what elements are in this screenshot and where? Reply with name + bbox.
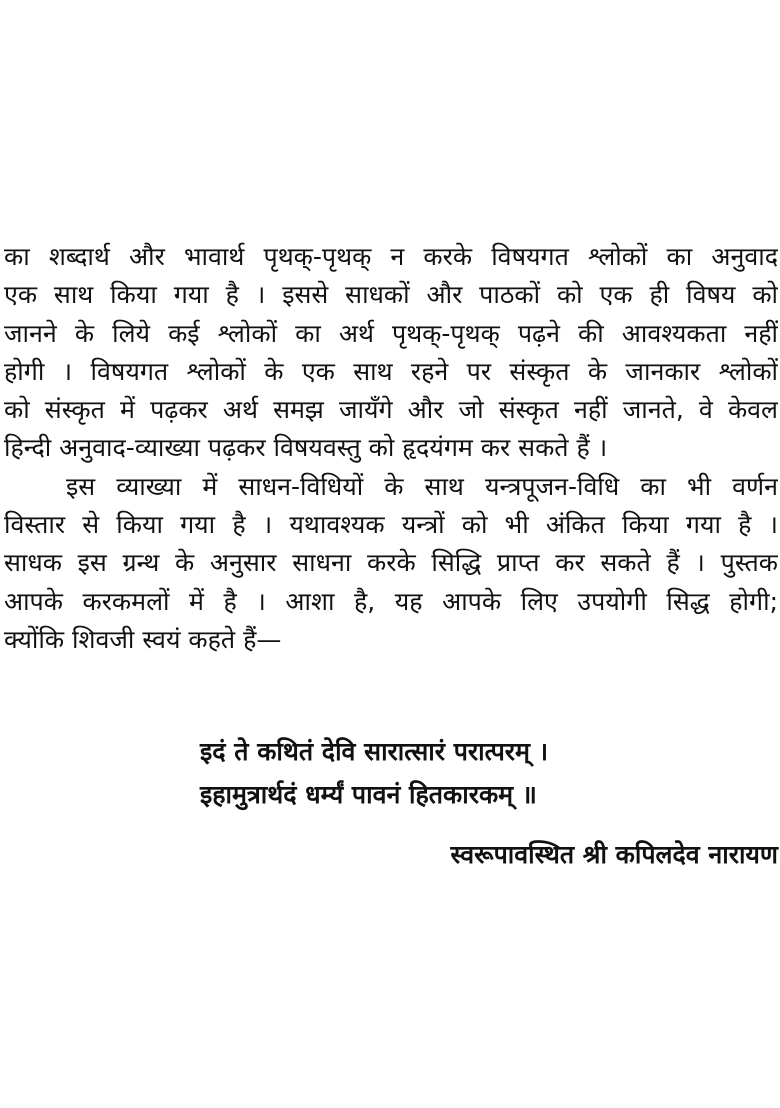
verse-line-1: इदं ते कथितं देवि सारात्सारं परात्परम् । — [200, 737, 549, 766]
paragraph-2-line-3: साधक इस ग्रन्थ के अनुसार साधना करके सिद्धि प्राप्त कर सकते हैं । पुस्तक — [4, 548, 778, 578]
paragraph-1-line-1: का शब्दार्थ और भावार्थ पृथक्-पृथक् न करके विषयगत श्लोकों का अनुवाद — [4, 242, 778, 271]
paragraph-2-line-2: विस्तार से किया गया है । यथावश्यक यन्त्रों को भी अंकित किया गया है । — [4, 510, 778, 540]
paragraph-2-line-4: आपके करकमलों में है । आशा है, यह आपके लिए उपयोगी सिद्ध होगी; — [4, 586, 778, 616]
paragraph-1-line-4: होगी । विषयगत श्लोकों के एक साथ रहने पर संस्कृत के जानकार श्लोकों — [4, 356, 778, 386]
paragraph-2-line-5: क्योंकि शिवजी स्वयं कहते हैं— — [4, 624, 282, 654]
author-signature: स्वरूपावस्थित श्री कपिलदेव नारायण — [450, 840, 778, 869]
body-text — [4, 238, 778, 659]
paragraph-1-line-5: को संस्कृत में पढ़कर अर्थ समझ जायँगे और जो संस्कृत नहीं जानते, वे केवल — [4, 395, 778, 425]
verse-line-2: इहामुत्रार्थदं धर्म्यं पावनं हितकारकम् ॥ — [200, 780, 537, 809]
paragraph-1-line-2: एक साथ किया गया है । इससे साधकों और पाठकों को एक ही विषय को — [4, 280, 778, 310]
paragraph-1-line-3: जानने के लिये कई श्लोकों का अर्थ पृथक्-पृथक् पढ़ने की आवश्यकता नहीं — [4, 318, 778, 348]
paragraph-1-line-6: हिन्दी अनुवाद-व्याख्या पढ़कर विषयवस्तु को हृदयंगम कर सकते हैं । — [4, 433, 608, 463]
paragraph-2-line-1: इस व्याख्या में साधन-विधियों के साथ यन्त्रपूजन-विधि का भी वर्णन — [66, 471, 778, 501]
